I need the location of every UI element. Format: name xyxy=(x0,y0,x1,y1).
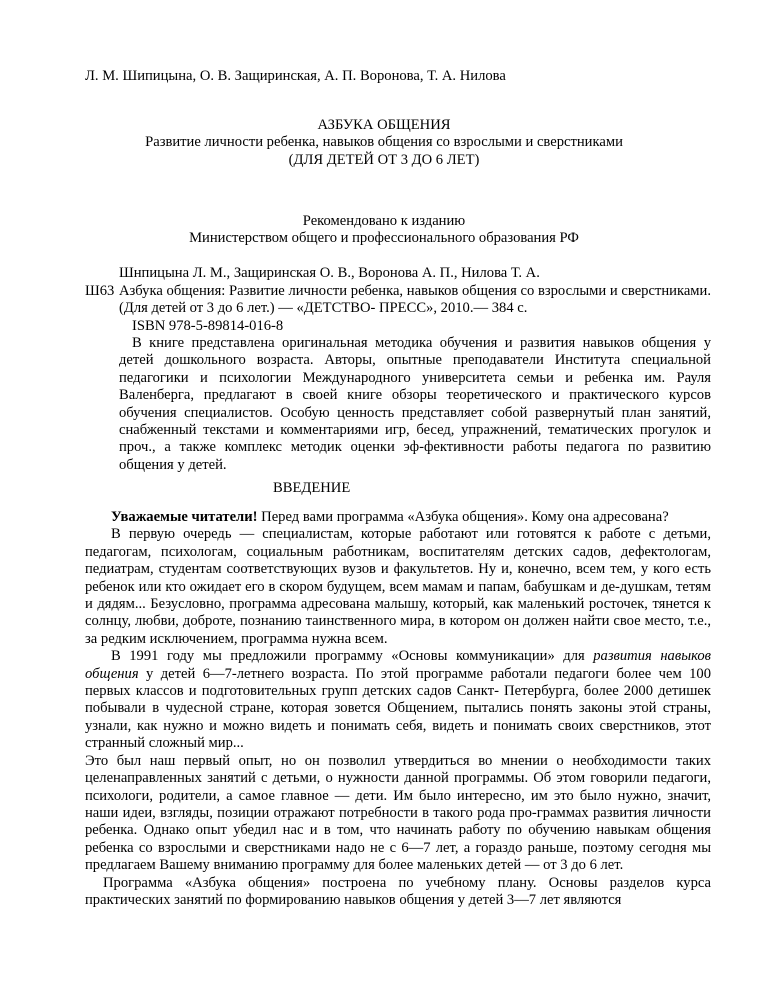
paragraph-2: В первую очередь — специалистам, которые работают или готовятся к работе с детьми, педагогам, психологам, социальным работникам, воспитателям детских садов, дефектологам, педиатрам, студентам соответствующих вузов и факультетов. Ну и, конечно, всем тем, у кого есть ребенок или кто ожидает его в скором будущем, всем мамам и папам, бабушкам и де-душкам, тетям и дядям... Безусловно, программа адресована малышу, который, как маленький росточек, тянется к солнцу, любви, доброте, познанию таинственного мира, в котором он должен найти свое место, т.е., за редким исключением, программа нужна всем. xyxy=(85,526,711,647)
paragraph-3-start: В 1991 году мы предложили программу «Основы коммуникации» для xyxy=(111,648,594,665)
paragraph-4: Это был наш первый опыт, но он позволил утвердиться во мнении о необходимости таких целенаправленных занятий с детьми, о нужности данной программы. Об этом говорили педагоги, психологи, родители, а самое главное — дети. Им было интересно, им это было нужно, значит, наши идеи, взгляды, позиции отражают потребности в такого рода про-граммах развития личности ребенка. Однако опыт убедил нас и в том, что начинать работу по обучению навыкам общения ребенка со взрослыми и сверстниками надо не с 6—7 лет, а гораздо раньше, поэтому сегодня мы предлагаем Вашему вниманию программу для более маленьких детей — от 3 до 6 лет. xyxy=(85,752,711,874)
recommendation-line-2: Министерством общего и профессионального образования РФ xyxy=(189,230,579,247)
paragraph-5: Программа «Азбука общения» построена по учебному плану. Основы разделов курса практических занятий по формированию навыков общения у детей 3—7 лет являются xyxy=(85,874,711,908)
authors-line: Л. М. Шипицына, О. В. Защиринская, А. П. Воронова, Т. А. Нилова xyxy=(85,68,506,84)
book-age-range: (ДЛЯ ДЕТЕЙ ОТ 3 ДО 6 ЛЕТ) xyxy=(288,151,480,168)
bibliography-annotation: В книге представлена оригинальная методика обучения и развития навыков общения у детей дошкольного возраста. Авторы, опытные преподаватели Института специальной педагогики и психологии Международного университета семьи и ребенка им. Рауля Валенберга, предлагают в своей книге обзоры теоретического и практического курсов обучения специалистов. Особую ценность представляет собой развернутый план занятий, снабженный текстами и комментариями игр, бесед, упражнений, тематических прогулок и проч., а также комплекс методик оценки эф-фективности работы педагога по развитию общения у детей. xyxy=(119,335,711,473)
intro-body xyxy=(85,509,711,909)
recommendation-line-1: Рекомендовано к изданию xyxy=(302,213,466,229)
book-subtitle: Развитие личности ребенка, навыков общения со взрослыми и сверстниками xyxy=(145,134,623,151)
recommendation-block xyxy=(0,213,768,248)
greeting-bold: Уважаемые читатели! xyxy=(111,509,258,525)
bibliography-description: Азбука общения: Развитие личности ребенка, навыков общения со взрослыми и сверстниками. (Для детей от 3 до 6 лет.) — «ДЕТСТВО- ПРЕСС», 2010.— 384 с. xyxy=(119,283,711,317)
paragraph-1 xyxy=(85,509,711,526)
bibliography-code: Ш63 xyxy=(85,283,115,299)
paragraph-3-italic: развития навыков общения xyxy=(85,648,711,682)
title-block xyxy=(0,117,768,169)
book-title: АЗБУКА ОБЩЕНИЯ xyxy=(317,117,451,133)
intro-heading: ВВЕДЕНИЕ xyxy=(273,480,351,496)
paragraph-3 xyxy=(85,648,711,752)
paragraph-1-rest: Перед вами программа «Азбука общения». Кому она адресована? xyxy=(257,509,669,525)
bibliography-isbn: ISBN 978-5-89814-016-8 xyxy=(132,318,284,334)
bibliography-authors: Шнпицына Л. М., Защиринская О. В., Воронова А. П., Нилова Т. А. xyxy=(119,265,540,281)
paragraph-3-end: у детей 6—7-летнего возраста. По этой программе работали педагоги более чем 100 первых классов и подготовительных групп детских садов Санкт- Петербурга, более 2000 детишек побывали в чудесной стране, которая зовется Общением, пытались понять законы этой страны, узнали, как нужно и можно видеть и понимать себя, видеть и понимать своих сверстников, этот странный сложный мир... xyxy=(85,665,711,752)
